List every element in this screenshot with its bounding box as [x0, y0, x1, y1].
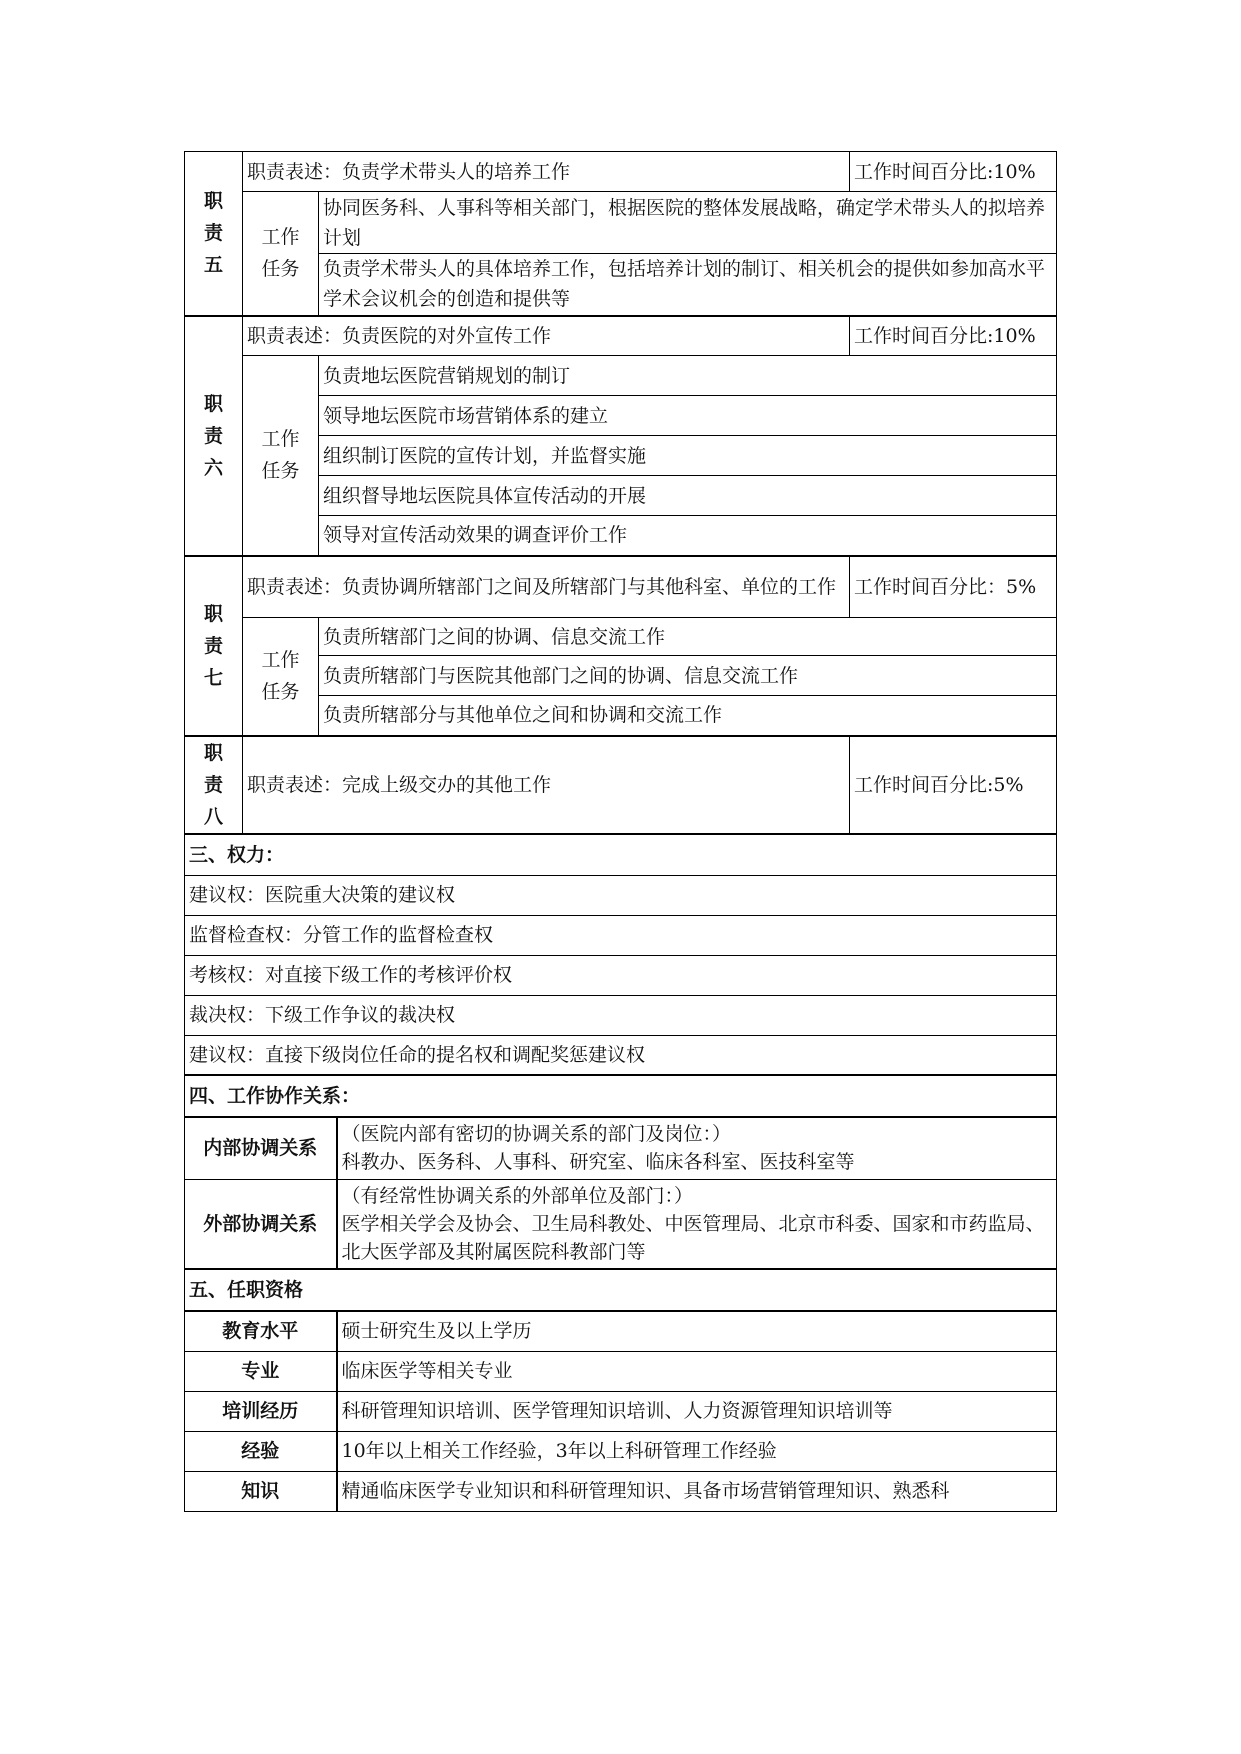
- duty-7-task-1: 负责所辖部门之间的协调、信息交流工作: [319, 618, 1057, 656]
- power-row: [185, 1035, 1057, 1075]
- duty-7-task-label: 工作 任务: [243, 618, 319, 736]
- qualification-value-training: 科研管理知识培训、医学管理知识培训、人力资源管理知识培训等: [337, 1391, 1057, 1431]
- duty-5-statement: 职责表述：负责学术带头人的培养工作: [243, 152, 850, 192]
- qualification-value-experience: 10年以上相关工作经验，3年以上科研管理工作经验: [337, 1431, 1057, 1471]
- qualification-row: [185, 1471, 1057, 1511]
- internal-relation-row: [185, 1117, 1057, 1179]
- power-item-2: 监督检查权：分管工作的监督检查权: [185, 915, 1057, 955]
- qualification-label-major: 专业: [185, 1351, 337, 1391]
- power-item-4: 裁决权：下级工作争议的裁决权: [185, 995, 1057, 1035]
- qualification-value-knowledge: 精通临床医学专业知识和科研管理知识、具备市场营销管理知识、熟悉科: [337, 1471, 1057, 1511]
- duty-7-statement-row: [185, 556, 1057, 618]
- external-relation-content: [337, 1179, 1057, 1269]
- duty-6-task-row: [185, 356, 1057, 396]
- powers-section-row: [185, 834, 1057, 875]
- power-row: [185, 995, 1057, 1035]
- duty-6-statement: 职责表述：负责医院的对外宣传工作: [243, 316, 850, 356]
- duty-6-percent: 工作时间百分比:10%: [850, 316, 1057, 356]
- qualification-row: [185, 1351, 1057, 1391]
- power-row: [185, 915, 1057, 955]
- internal-relation-label: 内部协调关系: [185, 1117, 337, 1179]
- qualification-label-education: 教育水平: [185, 1311, 337, 1351]
- external-relation-note: （有经常性协调关系的外部单位及部门：）: [341, 1184, 694, 1207]
- duty-6-task-5: 领导对宣传活动效果的调查评价工作: [319, 516, 1057, 556]
- power-item-3: 考核权：对直接下级工作的考核评价权: [185, 955, 1057, 995]
- power-row: [185, 955, 1057, 995]
- internal-relation-content: [337, 1117, 1057, 1179]
- qualification-row: [185, 1431, 1057, 1471]
- power-item-1: 建议权：医院重大决策的建议权: [185, 875, 1057, 915]
- duty-5-percent: 工作时间百分比:10%: [850, 152, 1057, 192]
- duty-5-task-2: 负责学术带头人的具体培养工作，包括培养计划的制订、相关机会的提供如参加高水平学术会议机会的创造和提供等: [319, 254, 1057, 316]
- internal-relation-note: （医院内部有密切的协调关系的部门及岗位：）: [341, 1123, 732, 1146]
- powers-relations-qualifications-table: [184, 834, 1057, 1512]
- qualifications-section-title: 五、任职资格: [185, 1269, 1057, 1311]
- relations-section-title: 四、工作协作关系：: [185, 1075, 1057, 1117]
- relations-section-row: [185, 1075, 1057, 1117]
- qualification-label-training: 培训经历: [185, 1391, 337, 1431]
- duty-6-task-3: 组织制订医院的宣传计划，并监督实施: [319, 436, 1057, 476]
- qualification-value-education: 硕士研究生及以上学历: [337, 1311, 1057, 1351]
- power-item-5: 建议权：直接下级岗位任命的提名权和调配奖惩建议权: [185, 1035, 1057, 1075]
- qualifications-section-row: [185, 1269, 1057, 1311]
- job-description-sheet: [184, 151, 1056, 1512]
- duty-8-statement-row: [185, 736, 1057, 834]
- powers-section-title: 三、权力：: [185, 834, 1057, 875]
- qualification-row: [185, 1391, 1057, 1431]
- qualification-label-knowledge: 知识: [185, 1471, 337, 1511]
- duty-6-statement-row: [185, 316, 1057, 356]
- external-relation-text: 医学相关学会及协会、卫生局科教处、中医管理局、北京市科委、国家和市药监局、北大医学部及其附属医院科教部门等: [341, 1212, 1045, 1263]
- duty-6-task-2: 领导地坛医院市场营销体系的建立: [319, 396, 1057, 436]
- external-relation-label: 外部协调关系: [185, 1179, 337, 1269]
- duty-7-task-3: 负责所辖部分与其他单位之间和协调和交流工作: [319, 696, 1057, 736]
- qualification-row: [185, 1311, 1057, 1351]
- duty-8-statement: 职责表述：完成上级交办的其他工作: [243, 736, 850, 834]
- duty-6-task-4: 组织督导地坛医院具体宣传活动的开展: [319, 476, 1057, 516]
- duty-5-label: 职 责 五: [185, 152, 243, 316]
- duty-5-task-row: [185, 192, 1057, 254]
- duty-6-label: 职 责 六: [185, 316, 243, 556]
- internal-relation-text: 科教办、医务科、人事科、研究室、临床各科室、医技科室等: [341, 1151, 855, 1174]
- power-row: [185, 875, 1057, 915]
- duty-7-task-row: [185, 618, 1057, 656]
- duty-8-percent: 工作时间百分比:5%: [850, 736, 1057, 834]
- duties-table: [184, 151, 1057, 835]
- duty-7-statement: 职责表述：负责协调所辖部门之间及所辖部门与其他科室、单位的工作: [243, 556, 850, 618]
- external-relation-row: [185, 1179, 1057, 1269]
- duty-7-task-2: 负责所辖部门与医院其他部门之间的协调、信息交流工作: [319, 656, 1057, 696]
- duty-5-statement-row: [185, 152, 1057, 192]
- duty-7-percent: 工作时间百分比：5%: [850, 556, 1057, 618]
- duty-7-label: 职 责 七: [185, 556, 243, 736]
- duty-8-label: 职 责 八: [185, 736, 243, 834]
- qualification-label-experience: 经验: [185, 1431, 337, 1471]
- qualification-value-major: 临床医学等相关专业: [337, 1351, 1057, 1391]
- duty-5-task-label: 工作 任务: [243, 192, 319, 316]
- duty-6-task-label: 工作 任务: [243, 356, 319, 556]
- duty-5-task-1: 协同医务科、人事科等相关部门，根据医院的整体发展战略，确定学术带头人的拟培养计划: [319, 192, 1057, 254]
- duty-6-task-1: 负责地坛医院营销规划的制订: [319, 356, 1057, 396]
